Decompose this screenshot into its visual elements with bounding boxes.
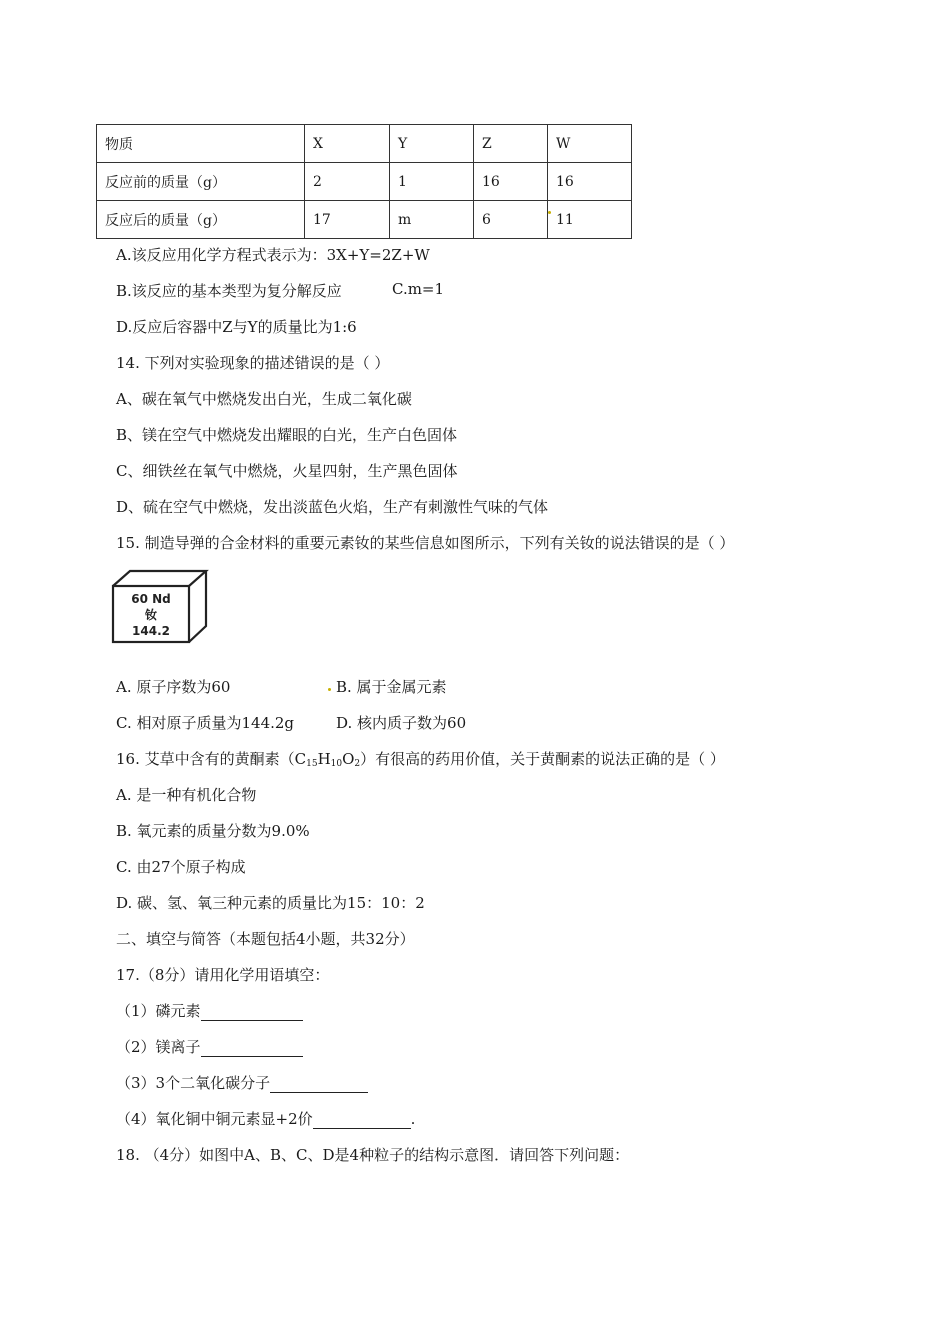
q17-item-2-label: （2）镁离子	[116, 1038, 201, 1056]
table-header-cell: Z	[474, 125, 548, 163]
element-cell-figure	[108, 566, 212, 648]
q17-item-4-end: .	[410, 1110, 416, 1128]
q13-option-d: D.反应后容器中Z与Y的质量比为1:6	[116, 318, 357, 336]
table-cell: 11	[548, 201, 632, 239]
mass-table	[96, 124, 632, 239]
q15-stem: 15. 制造导弹的合金材料的重要元素钕的某些信息如图所示，下列有关钕的说法错误的是（ ）	[116, 534, 735, 552]
table-cell: m	[390, 201, 474, 239]
q14-option-b: B、镁在空气中燃烧发出耀眼的白光，生产白色固体	[116, 426, 458, 444]
formula-element: H	[317, 750, 331, 768]
q14-option-d: D、硫在空气中燃烧，发出淡蓝色火焰，生产有刺激性气味的气体	[116, 498, 549, 516]
table-cell: 16	[548, 163, 632, 201]
q17-item-3-label: （3）3个二氧化碳分子	[116, 1074, 271, 1092]
q16-stem-post: ）有很高的药用价值，关于黄酮素的说法正确的是（ ）	[360, 750, 725, 768]
q17-item-4-label: （4）氧化铜中铜元素显+2价	[116, 1110, 313, 1128]
scan-speck	[548, 211, 551, 214]
q16-stem-pre: 16. 艾草中含有的黄酮素（C	[116, 750, 307, 768]
answer-blank[interactable]	[201, 1004, 303, 1021]
formula-subscript: 10	[330, 759, 343, 769]
q15-option-a: A. 原子序数为60	[116, 678, 231, 696]
scan-speck	[328, 688, 331, 691]
formula-subscript: 2	[354, 759, 361, 769]
q15-option-c: C. 相对原子质量为144.2g	[116, 714, 295, 732]
q14-option-c: C、细铁丝在氧气中燃烧，火星四射，生产黑色固体	[116, 462, 458, 480]
q16-stem	[116, 748, 725, 769]
table-header-cell: Y	[390, 125, 474, 163]
q17-item-1	[116, 1000, 303, 1021]
table-cell: 2	[305, 163, 390, 201]
answer-blank[interactable]	[270, 1076, 368, 1093]
answer-blank[interactable]	[313, 1112, 411, 1129]
element-symbol-line: 60 Nd	[131, 592, 171, 606]
element-name-line: 钕	[144, 608, 158, 622]
q17-item-1-label: （1）磷元素	[116, 1002, 201, 1020]
q15-option-b: B. 属于金属元素	[336, 678, 447, 696]
q13-option-a: A.该反应用化学方程式表示为：3X+Y=2Z+W	[116, 246, 430, 264]
table-cell: 反应前的质量（g）	[97, 163, 305, 201]
table-header-cell: 物质	[97, 125, 305, 163]
table-cell: 6	[474, 201, 548, 239]
table-header-row	[97, 125, 632, 163]
q13-option-b: B.该反应的基本类型为复分解反应	[116, 282, 342, 300]
element-mass-line: 144.2	[132, 624, 170, 638]
q16-option-d: D. 碳、氢、氧三种元素的质量比为15：10：2	[116, 894, 425, 912]
q17-item-4	[116, 1108, 415, 1129]
table-header-cell: X	[305, 125, 390, 163]
formula-element: O	[342, 750, 355, 768]
table-row	[97, 163, 632, 201]
table-cell: 反应后的质量（g）	[97, 201, 305, 239]
table-cell: 16	[474, 163, 548, 201]
table-cell: 1	[390, 163, 474, 201]
table-header-cell: W	[548, 125, 632, 163]
q15-option-d: D. 核内质子数为60	[336, 714, 467, 732]
answer-blank[interactable]	[201, 1040, 303, 1057]
q17-item-3	[116, 1072, 368, 1093]
formula-subscript: 15	[306, 759, 318, 769]
section-heading: 二、填空与简答（本题包括4小题，共32分）	[116, 930, 415, 948]
q18-stem: 18. （4分）如图中A、B、C、D是4种粒子的结构示意图．请回答下列问题：	[116, 1146, 630, 1164]
table-cell: 17	[305, 201, 390, 239]
q14-option-a: A、碳在氧气中燃烧发出白光，生成二氧化碳	[116, 390, 412, 408]
q17-item-2	[116, 1036, 303, 1057]
q14-stem: 14. 下列对实验现象的描述错误的是（ ）	[116, 354, 390, 372]
q16-option-a: A. 是一种有机化合物	[116, 786, 257, 804]
q17-stem: 17.（8分）请用化学用语填空：	[116, 966, 330, 984]
q16-option-b: B. 氧元素的质量分数为9.0%	[116, 822, 310, 840]
table-row	[97, 201, 632, 239]
q16-option-c: C. 由27个原子构成	[116, 858, 246, 876]
q13-option-c: C.m=1	[392, 280, 445, 298]
